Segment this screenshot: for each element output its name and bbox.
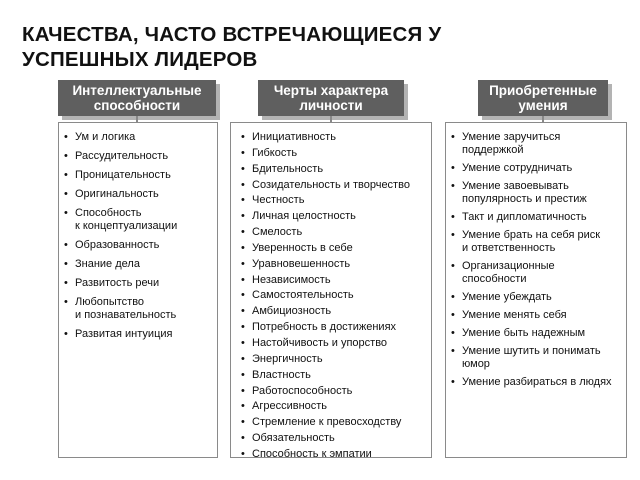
list-item-text: • Смелость [252, 226, 303, 239]
list-item-text: способности [462, 273, 527, 285]
list-item [62, 277, 177, 290]
list-item [62, 239, 177, 252]
list-item-text: к концептуализации [75, 220, 178, 232]
list-item [449, 376, 612, 389]
list-item-text: • Рассудительность [75, 150, 169, 162]
list-item-text: • Настойчивость и упорство [252, 336, 388, 349]
list-character [239, 131, 410, 464]
list-item [239, 321, 410, 334]
list-item [239, 353, 410, 366]
list-item [449, 309, 612, 322]
list-item-text: • Умение разбираться в людях [462, 376, 612, 388]
header-line: способности [93, 98, 181, 113]
page-title [22, 22, 622, 72]
list-item [62, 207, 177, 233]
list-item-text: • Обязательность [252, 432, 335, 445]
list-item [239, 274, 410, 287]
list-item-text: • Такт и дипломатичность [462, 211, 587, 223]
list-item [449, 345, 612, 371]
column-header-intellectual [58, 80, 216, 116]
list-item [239, 400, 410, 413]
list-item [239, 131, 410, 144]
list-item [239, 337, 410, 350]
list-item-text: популярность и престиж [462, 193, 587, 205]
list-item-text: • Умение убеждать [462, 291, 552, 303]
list-item-text: • Умение завоевывать [462, 180, 569, 192]
list-item-text: • Умение менять себя [462, 309, 567, 321]
list-item [62, 328, 177, 341]
list-item [449, 260, 612, 286]
list-item [239, 194, 410, 207]
list-item [449, 229, 612, 255]
list-item-text: и ответственность [462, 242, 556, 254]
list-item-text: • Личная целостность [252, 210, 356, 223]
list-item [449, 291, 612, 304]
list-item-text: • Независимость [252, 273, 331, 286]
list-item [239, 369, 410, 382]
list-item-text: • Знание дела [75, 258, 140, 270]
list-item [239, 258, 410, 271]
list-item-text: • Потребность в достижениях [252, 321, 397, 334]
list-item-text: юмор [462, 358, 490, 370]
list-item-text: • Умение брать на себя риск [462, 229, 601, 241]
list-item [449, 327, 612, 340]
list-item [449, 180, 612, 206]
title-line: КАЧЕСТВА, ЧАСТО ВСТРЕЧАЮЩИЕСЯ У [22, 23, 442, 46]
list-item-text: поддержкой [462, 144, 524, 156]
list-item-text: • Честность [252, 194, 305, 207]
list-item [239, 385, 410, 398]
list-item-text: • Гибкость [252, 146, 298, 159]
list-item-text: и познавательность [75, 309, 177, 321]
header-line: умения [518, 98, 568, 113]
list-item-text: • Оригинальность [75, 188, 159, 200]
list-item [239, 210, 410, 223]
list-item-text: • Стремление к превосходству [252, 416, 402, 429]
list-item-text: • Проницательность [75, 169, 171, 181]
list-item-text: • Агрессивность [252, 400, 328, 413]
list-item-text: • Умение заручиться [462, 131, 561, 143]
list-item-text: • Созидательность и творчество [252, 178, 410, 191]
list-item [239, 179, 410, 192]
column-header-skills [478, 80, 608, 116]
list-item-text: • Умение быть надежным [462, 327, 586, 339]
list-item-text: • Самостоятельность [252, 289, 354, 302]
list-item [239, 305, 410, 318]
list-item [239, 289, 410, 302]
list-item [62, 131, 177, 144]
list-item [62, 296, 177, 322]
list-item [449, 162, 612, 175]
list-item [239, 163, 410, 176]
list-item [62, 188, 177, 201]
header-line: Черты характера [273, 83, 389, 98]
list-item-text: • Бдительность [252, 162, 324, 175]
header-line: личности [299, 98, 363, 113]
list-item-text: • Уравновешенность [252, 257, 351, 270]
list-item [449, 131, 612, 157]
title-line: УСПЕШНЫХ ЛИДЕРОВ [22, 48, 258, 71]
list-skills [449, 131, 612, 394]
list-item-text: • Властность [252, 368, 311, 381]
list-item-text: • Ум и логика [75, 131, 136, 143]
list-item-text: • Способность к эмпатии [252, 447, 372, 460]
list-item [239, 416, 410, 429]
list-item-text: • Развитость речи [75, 277, 160, 289]
list-item-text: • Способность [75, 207, 142, 219]
list-item [449, 211, 612, 224]
list-item-text: • Инициативность [252, 131, 336, 143]
list-item-text: • Умение сотрудничать [462, 162, 573, 174]
list-item [239, 226, 410, 239]
list-item-text: • Работоспособность [252, 384, 353, 397]
column-header-character [258, 80, 404, 116]
list-item-text: • Организационные [462, 260, 555, 272]
list-item-text: • Уверенность в себе [252, 241, 353, 254]
header-line: Интеллектуальные [72, 83, 202, 98]
list-item [239, 147, 410, 160]
header-line: Приобретенные [489, 83, 597, 98]
list-item [239, 432, 410, 445]
list-item-text: • Умение шутить и понимать [462, 345, 601, 357]
list-intellectual [62, 131, 177, 347]
list-item-text: • Образованность [75, 239, 160, 251]
list-item [62, 258, 177, 271]
list-item [239, 242, 410, 255]
list-item [62, 150, 177, 163]
list-item-text: • Развитая интуиция [75, 328, 173, 340]
list-item [62, 169, 177, 182]
list-item-text: • Амбициозность [252, 305, 332, 318]
list-item-text: • Энергичность [252, 352, 323, 365]
list-item-text: • Любопытство [75, 296, 145, 308]
list-item [239, 448, 410, 461]
